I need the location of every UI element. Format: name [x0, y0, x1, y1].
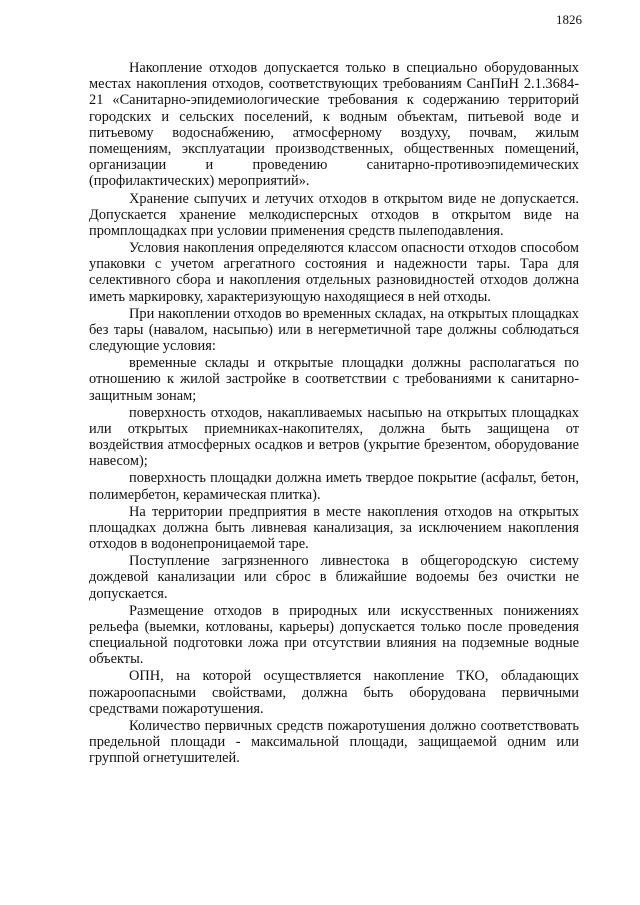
- page-number: 1826: [556, 12, 582, 27]
- paragraph-storm-drainage: На территории предприятия в месте накопления отходов на открытых площадках должна быть ливневая канализация, за исключением накопления отходов в водонепроницаемой таре.: [89, 503, 579, 553]
- document-body: [89, 60, 579, 767]
- paragraph-relief-placement: Размещение отходов в природных или искусственных понижениях рельефа (выемки, котлованы, карьеры) допускается только после проведения специальной подготовки ложа при отсутствии влияния на подземные водные объекты.: [89, 602, 579, 668]
- paragraph-storage-conditions: Условия накопления определяются классом опасности отходов способом упаковки с учетом агрегатного состояния и надежности тары. Тара для селективного сбора и накопления отдельных разновидностей отходов должна иметь маркировку, характеризующую находящиеся в ней отходы.: [89, 240, 579, 305]
- paragraph-runoff-discharge: Поступление загрязненного ливнестока в общегородскую систему дождевой канализации или сброс в ближайшие водоемы без очистки не допускается.: [89, 553, 579, 602]
- paragraph-temporary-warehouses: При накоплении отходов во временных складах, на открытых площадках без тары (навалом, насыпью) или в негерметичной таре должны соблюдаться следующие условия:: [89, 305, 579, 355]
- paragraph-waste-storage-requirements: Накопление отходов допускается только в специально оборудованных местах накопления отходов, соответствующих требованиям СанПиН 2.1.3684-21 «Санитарно-эпидемиологические требования к содержанию территорий городских и сельских поселений, к водным объектам, питьевой воде и питьевому водоснабжению, атмосферному воздуху, почвам, жилым помещениям, эксплуатации производственных, общественных помещений, организации и проведению санитарно-противоэпидемических (профилактических) мероприятий».: [89, 60, 579, 190]
- paragraph-fire-hazard: ОПН, на которой осуществляется накопление ТКО, обладающих пожароопасными свойствами, должна быть оборудована первичными средствами пожаротушения.: [89, 668, 579, 717]
- paragraph-condition-surface: поверхность площадки должна иметь твердое покрытие (асфальт, бетон, полимербетон, керамическая плитка).: [89, 470, 579, 503]
- paragraph-extinguishers: Количество первичных средств пожаротушения должно соответствовать предельной площади - максимальной площади, защищаемой одним или группой огнетушителей.: [89, 717, 579, 767]
- paragraph-bulk-waste-storage: Хранение сыпучих и летучих отходов в открытом виде не допускается. Допускается хранение мелкодисперсных отходов в открытом виде на промплощадках при условии применения средств пылеподавления.: [89, 190, 579, 239]
- paragraph-condition-location: временные склады и открытые площадки должны располагаться по отношению к жилой застройке в соответствии с требованиями к санитарно-защитным зонам;: [89, 355, 579, 404]
- paragraph-condition-protection: поверхность отходов, накапливаемых насыпью на открытых площадках или открытых приемниках-накопителях, должна быть защищена от воздействия атмосферных осадков и ветров (укрытие брезентом, оборудование навесом);: [89, 404, 579, 470]
